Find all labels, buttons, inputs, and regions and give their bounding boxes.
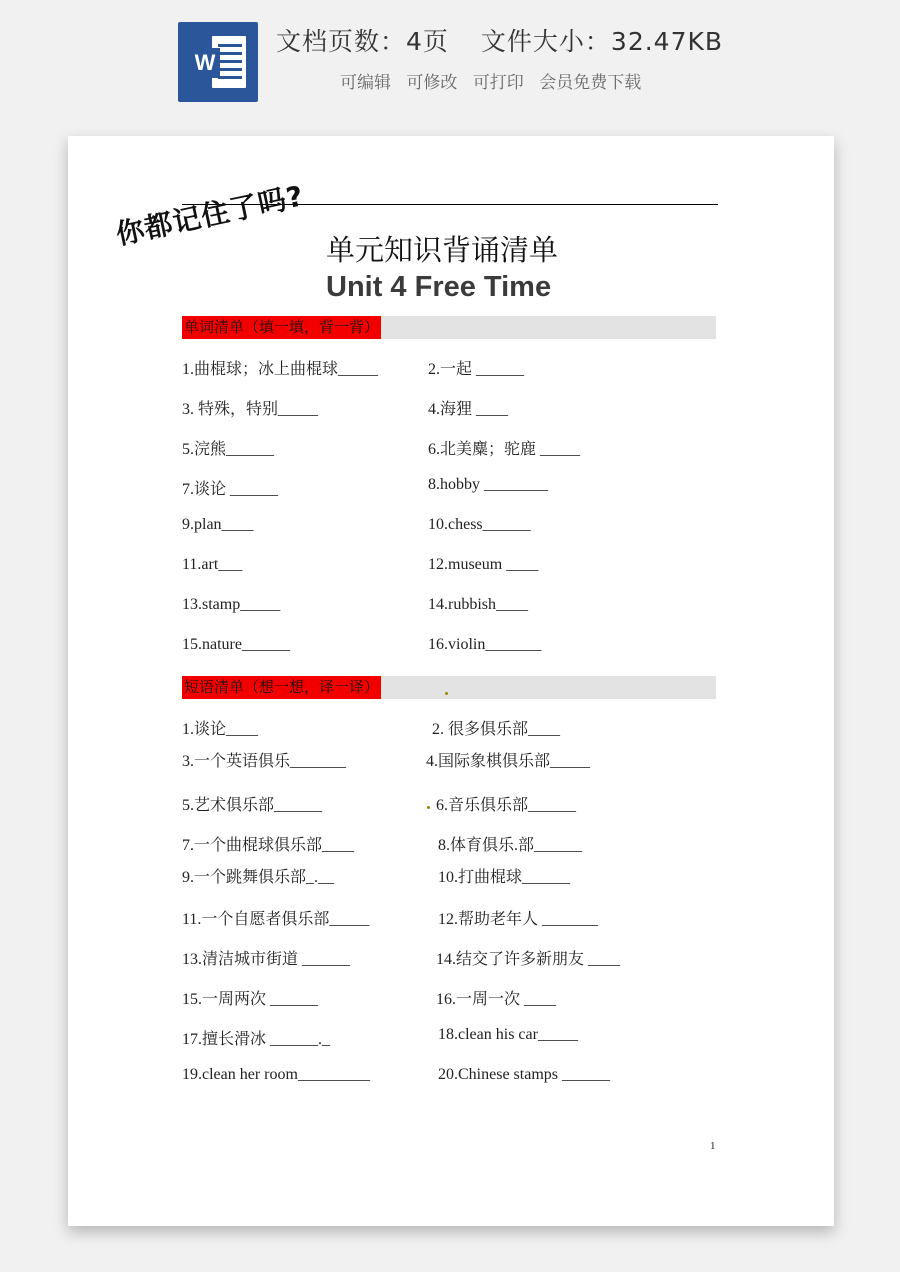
phrase-item: 11.一个自愿者俱乐部_____ [182, 911, 370, 928]
phrase-item: 13.清洁城市街道 ______ [182, 951, 351, 968]
word-item: 16.violin_______ [428, 636, 542, 653]
word-item: 6.北美麋；驼鹿 _____ [428, 441, 581, 458]
feature-editable: 可编辑 [340, 73, 391, 93]
page-number: 1 [710, 1140, 716, 1152]
word-icon-line [218, 44, 242, 47]
phrase-item: 16.一周一次 ____ [436, 991, 557, 1008]
document-page [68, 136, 834, 1226]
phrase-item: 19.clean her room_________ [182, 1066, 370, 1083]
word-item: 9.plan____ [182, 516, 254, 533]
phrase-item: 8.体育俱乐.部______ [438, 837, 583, 854]
feature-member-download: 会员免费下载 [539, 73, 642, 93]
file-meta [276, 22, 723, 58]
phrase-item: 1.谈论____ [182, 721, 259, 738]
phrase-item: 18.clean his car_____ [438, 1026, 578, 1043]
word-item: 3. 特殊，特别_____ [182, 401, 319, 418]
phrase-item: 17.擅长滑冰 ______._ [182, 1031, 331, 1048]
speck-mark [427, 806, 430, 809]
phrase-item: 4.国际象棋俱乐部_____ [426, 753, 591, 770]
stamp-slogan: 你都记住了吗? [113, 179, 307, 252]
phrase-item: 20.Chinese stamps ______ [438, 1066, 610, 1083]
phrases-section-header [182, 676, 716, 699]
word-item: 2.一起 ______ [428, 361, 525, 378]
word-item: 7.谈论 ______ [182, 481, 279, 498]
word-item: 5.浣熊______ [182, 441, 275, 458]
page-count: 文档页数：4页 [276, 27, 449, 56]
word-item: 8.hobby ________ [428, 476, 548, 493]
word-item: 15.nature______ [182, 636, 290, 653]
feature-printable: 可打印 [472, 73, 524, 93]
word-item: 10.chess______ [428, 516, 531, 533]
page-title-english: Unit 4 Free Time [326, 271, 552, 303]
phrase-item: 12.帮助老年人 _______ [438, 911, 599, 928]
word-item: 11.art___ [182, 556, 243, 573]
phrase-item: 3.一个英语俱乐_______ [182, 753, 347, 770]
phrase-item: 2. 很多俱乐部____ [432, 721, 561, 738]
phrase-item: 5.艺术俱乐部______ [182, 797, 323, 814]
words-section-header [182, 316, 716, 339]
phrases-section-label: 短语清单（想一想，译一译） [182, 676, 381, 699]
phrase-item: 14.结交了许多新朋友 ____ [436, 951, 621, 968]
word-document-icon [178, 22, 258, 102]
page-title-chinese: 单元知识背诵清单 [326, 233, 559, 267]
phrase-item: 9.一个跳舞俱乐部_.__ [182, 869, 335, 886]
phrase-item: 6.音乐俱乐部______ [436, 797, 577, 814]
words-section-label: 单词清单（填一填，背一背） [182, 316, 381, 339]
phrase-item: 15.一周两次 ______ [182, 991, 319, 1008]
word-icon-letter: W [190, 48, 220, 78]
feature-modifiable: 可修改 [406, 73, 458, 93]
phrase-item: 7.一个曲棍球俱乐部____ [182, 837, 355, 854]
word-icon-line [218, 60, 242, 63]
phrase-item: 10.打曲棍球______ [438, 869, 571, 886]
word-item: 4.海狸 ____ [428, 401, 509, 418]
word-icon-line [218, 68, 242, 71]
word-item: 14.rubbish____ [428, 596, 528, 613]
download-banner [0, 0, 900, 120]
word-item: 13.stamp_____ [182, 596, 281, 613]
file-features [340, 68, 641, 93]
speck-mark [445, 692, 448, 695]
word-icon-line [218, 52, 242, 55]
word-item: 12.museum ____ [428, 556, 539, 573]
word-icon-line [218, 76, 242, 79]
word-item: 1.曲棍球；冰上曲棍球_____ [182, 361, 379, 378]
file-size: 文件大小：32.47KB [480, 27, 724, 56]
